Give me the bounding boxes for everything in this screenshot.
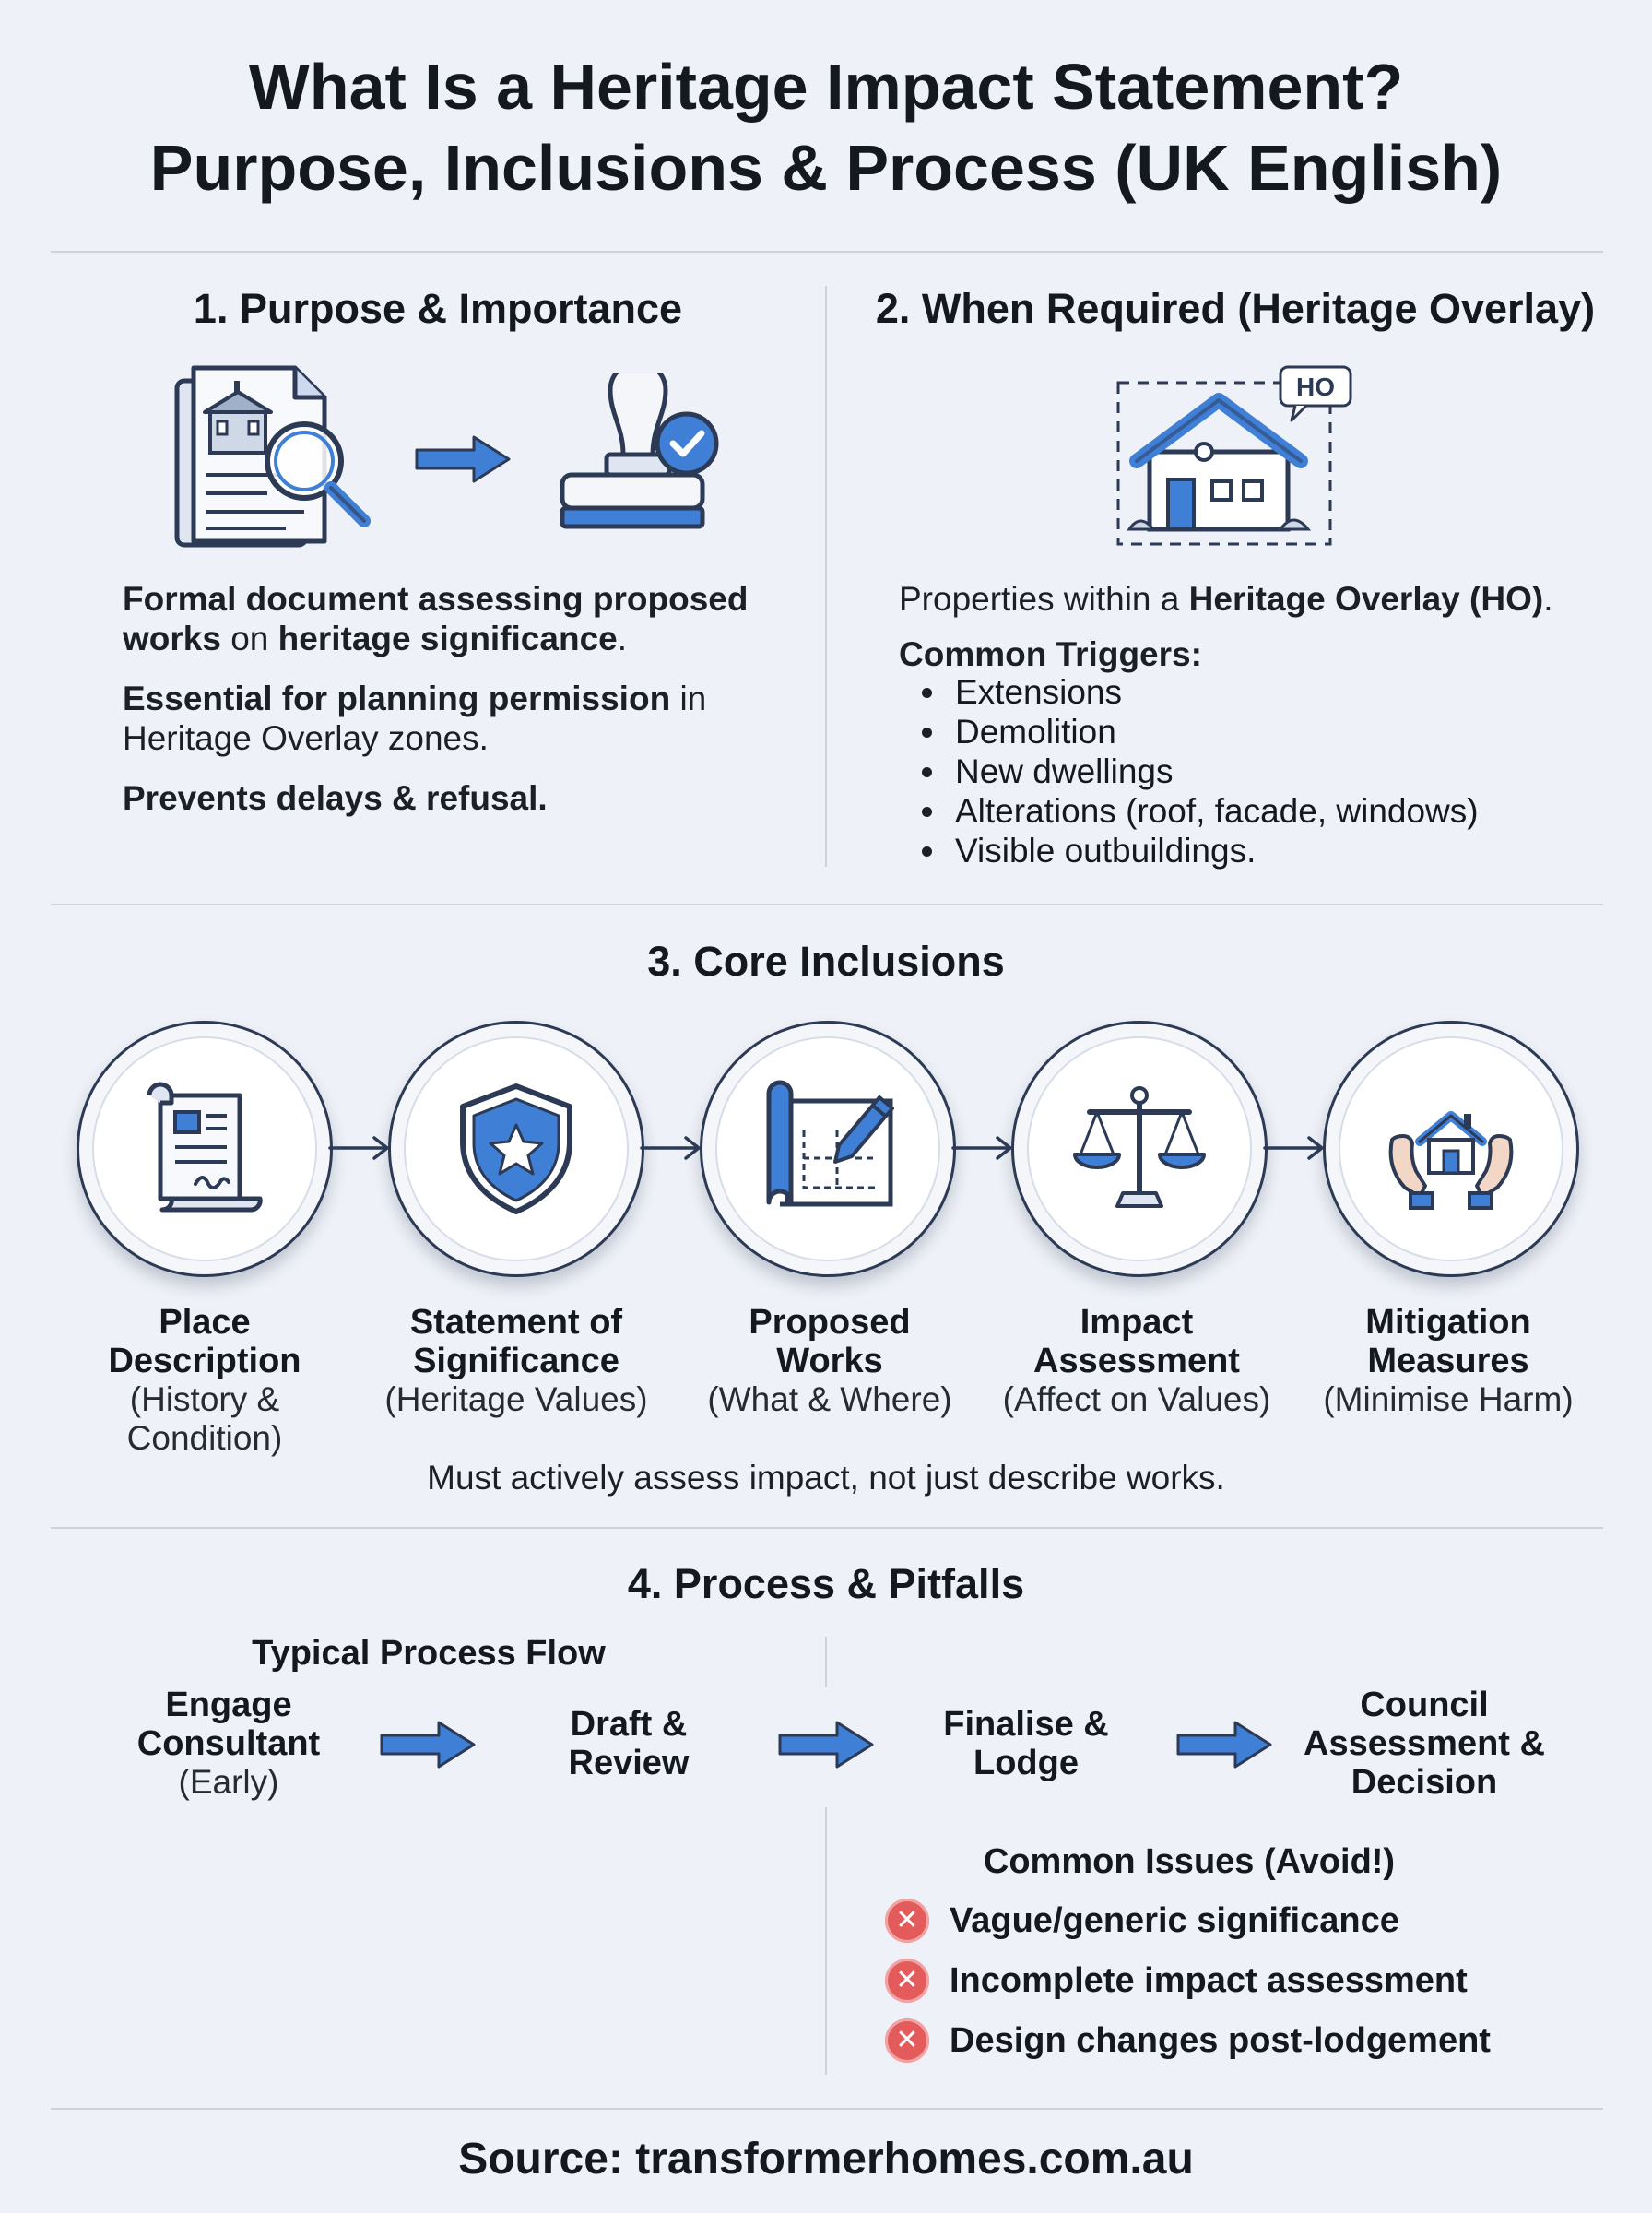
process-step-draft-review	[481, 1705, 776, 1782]
trigger-item: Visible outbuildings.	[902, 831, 1602, 870]
section-3-4-divider	[51, 1527, 1603, 1529]
trigger-item: Demolition	[902, 712, 1602, 751]
heritage-house-icon	[1111, 361, 1360, 557]
inclusion-subtitle-line-1: (Affect on Values)	[1002, 1380, 1271, 1418]
overlay-intro	[899, 579, 1618, 619]
inclusion-connectors	[0, 1125, 1652, 1171]
connector-arrow	[1265, 1138, 1322, 1158]
footer-divider	[51, 2108, 1603, 2110]
inclusion-title-line-2: Works	[776, 1342, 883, 1380]
inclusion-title-line-1: Statement of	[409, 1303, 623, 1342]
step-line-1: Council	[1360, 1686, 1489, 1724]
inclusions-note: Must actively assess impact, not just describe works.	[427, 1459, 1225, 1497]
inclusion-subtitle-line-1: (History &	[129, 1380, 280, 1418]
issue-text: Incomplete impact assessment	[950, 1960, 1468, 2000]
inclusion-title-line-2: Description	[108, 1342, 301, 1380]
purpose-p1-end: .	[617, 620, 628, 657]
step-line-1: Draft &	[570, 1705, 688, 1744]
triggers-list	[902, 672, 1602, 870]
inclusion-title-line-1: Proposed	[749, 1303, 911, 1342]
purpose-p1-bold-b: heritage significance	[277, 620, 618, 657]
purpose-p2-plain: in Heritage Overlay zones.	[123, 680, 707, 757]
step-line-2: Review	[568, 1744, 690, 1782]
purpose-p1-plain: on	[220, 620, 278, 657]
inclusion-subtitle-line-1: (Heritage Values)	[384, 1380, 648, 1418]
process-flow-heading: Typical Process Flow	[252, 1634, 606, 1673]
page-title-line-1: What Is a Heritage Impact Statement?	[248, 51, 1404, 123]
trigger-item: New dwellings	[902, 751, 1602, 791]
inclusion-title-line-2: Significance	[413, 1342, 620, 1380]
section-3-heading: 3. Core Inclusions	[647, 938, 1005, 985]
inclusion-label-mitigation-measures	[1292, 1303, 1605, 1419]
section-2-heading: 2. When Required (Heritage Overlay)	[875, 285, 1596, 332]
issue-text: Vague/generic significance	[950, 1900, 1399, 1940]
step-line-3: (Early)	[178, 1763, 279, 1801]
inclusion-subtitle-line-1: (Minimise Harm)	[1323, 1380, 1574, 1418]
page-title-line-2: Purpose, Inclusions & Process (UK English)	[149, 132, 1503, 204]
section-4-heading: 4. Process & Pitfalls	[627, 1560, 1025, 1607]
section-1-heading: 1. Purpose & Importance	[193, 285, 683, 332]
connector-arrow	[330, 1138, 387, 1158]
trigger-item: Alterations (roof, facade, windows)	[902, 791, 1602, 831]
section-2-3-divider	[51, 904, 1603, 905]
flow-arrow-icon	[1174, 1717, 1276, 1772]
purpose-paragraph-3	[123, 778, 768, 818]
inclusion-label-proposed-works	[673, 1303, 986, 1419]
right-arrow-icon	[413, 432, 514, 487]
purpose-paragraph-1	[123, 579, 786, 658]
step-line-3: Decision	[1351, 1763, 1498, 1802]
purpose-p1-bold-a: Formal document assessing proposed works	[123, 580, 749, 657]
triggers-heading: Common Triggers:	[899, 635, 1202, 673]
step-line-1: Finalise &	[943, 1705, 1109, 1744]
issue-text: Design changes post-lodgement	[950, 2020, 1491, 2060]
overlay-intro-bold: Heritage Overlay (HO)	[1188, 580, 1544, 618]
error-x-icon: ✕	[885, 1959, 929, 2003]
inclusion-title-line-1: Mitigation	[1365, 1303, 1531, 1342]
connector-arrow	[953, 1138, 1010, 1158]
flow-arrow-icon	[378, 1717, 479, 1772]
process-step-engage-consultant	[81, 1686, 376, 1802]
overlay-intro-end: .	[1543, 580, 1553, 618]
step-line-2: Assessment &	[1304, 1724, 1545, 1763]
connector-arrow	[642, 1138, 699, 1158]
trigger-item: Extensions	[902, 672, 1602, 712]
inclusion-title-line-2: Assessment	[1033, 1342, 1240, 1380]
inclusion-title-line-2: Measures	[1367, 1342, 1529, 1380]
step-line-2: Lodge	[974, 1744, 1079, 1782]
overlay-intro-plain: Properties within a	[899, 580, 1189, 618]
inclusion-label-statement-of-significance	[360, 1303, 673, 1419]
document-magnifier-icon	[166, 364, 387, 558]
process-step-council-decision	[1277, 1686, 1572, 1802]
inclusion-subtitle-line-2: Condition)	[126, 1419, 283, 1457]
common-issues-heading: Common Issues (Avoid!)	[983, 1842, 1396, 1881]
inclusion-title-line-1: Place	[159, 1303, 251, 1342]
source-credit: Source: transformerhomes.com.au	[458, 2135, 1194, 2183]
step-line-1: Engage	[165, 1686, 292, 1724]
process-step-finalise-lodge	[879, 1705, 1174, 1782]
issue-item	[885, 2015, 1491, 2066]
issue-item	[885, 1955, 1468, 2006]
error-x-icon: ✕	[885, 1899, 929, 1943]
step-line-2: Consultant	[136, 1724, 321, 1763]
flow-arrow-icon	[776, 1717, 878, 1772]
inclusion-label-impact-assessment	[980, 1303, 1293, 1419]
flow-divider-bottom	[825, 1807, 827, 2075]
ho-badge-text: HO	[1296, 373, 1335, 401]
purpose-p3-bold: Prevents delays & refusal.	[123, 779, 548, 817]
inclusion-title-line-1: Impact	[1080, 1303, 1194, 1342]
title-divider	[51, 251, 1603, 253]
purpose-p2-bold: Essential for planning permission	[123, 680, 671, 717]
section-1-2-divider	[825, 286, 827, 867]
purpose-paragraph-2	[123, 679, 768, 758]
inclusion-label-place-description	[48, 1303, 361, 1458]
flow-divider-top	[825, 1637, 827, 1687]
inclusion-subtitle-line-1: (What & Where)	[707, 1380, 952, 1418]
error-x-icon: ✕	[885, 2018, 929, 2063]
approval-stamp-icon	[553, 373, 728, 549]
issue-item	[885, 1895, 1399, 1947]
